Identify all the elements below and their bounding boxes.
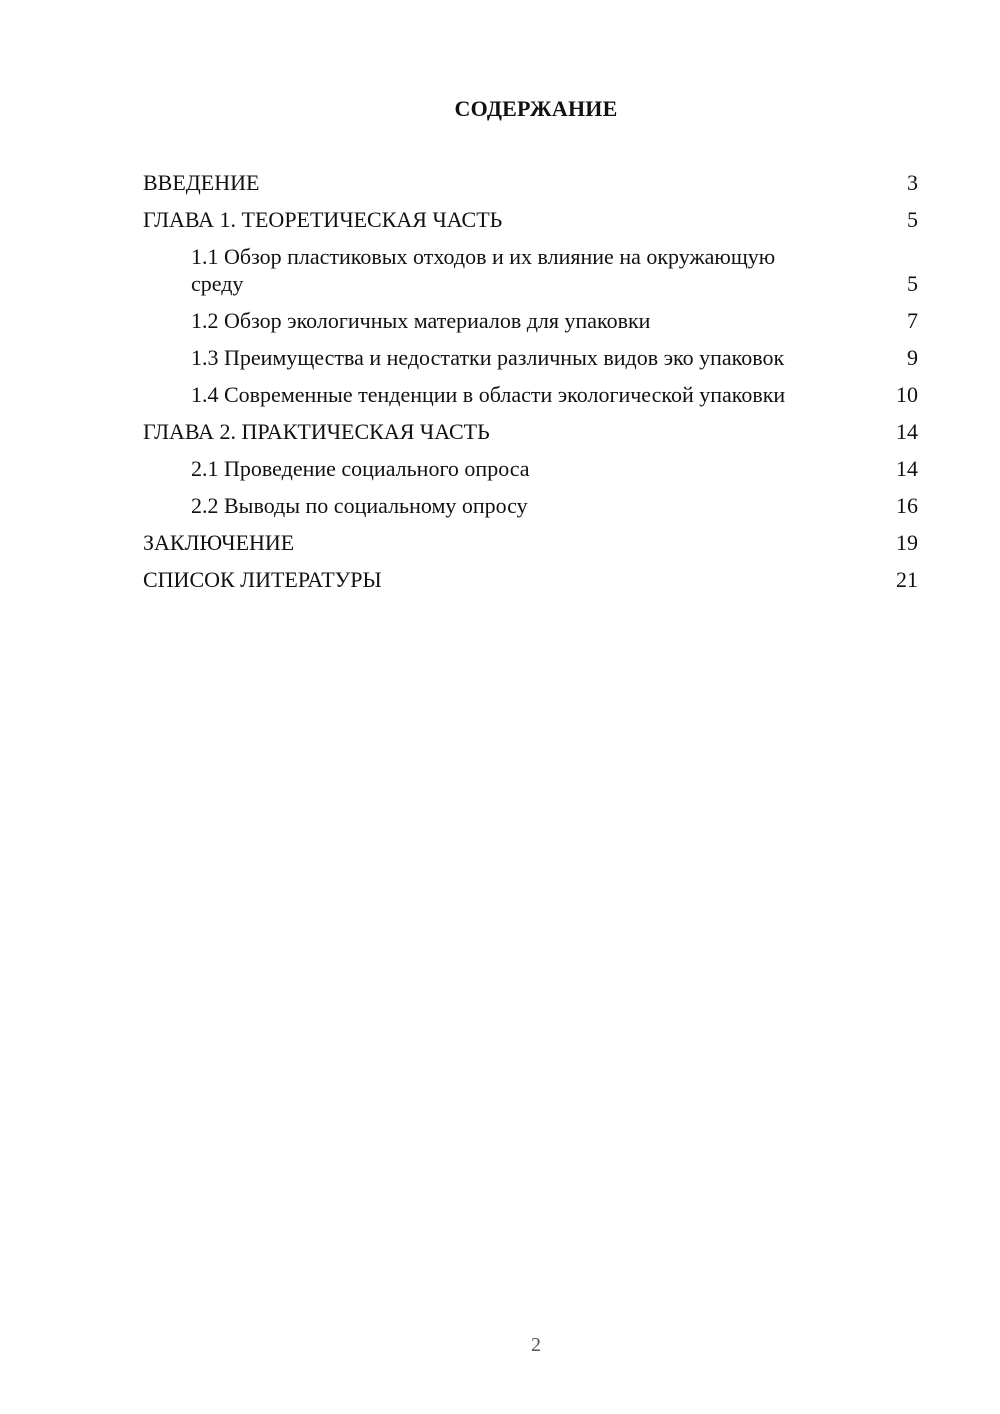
toc-entry-section-1-2 — [143, 307, 918, 334]
toc-entry-label: 1.2 Обзор экологичных материалов для упаковки — [191, 308, 651, 333]
toc-entry-section-1-3 — [143, 344, 918, 371]
toc-entry-label: ГЛАВА 2. ПРАКТИЧЕСКАЯ ЧАСТЬ — [143, 419, 490, 444]
toc-entry-conclusion — [143, 529, 918, 556]
toc-entry-section-1-1 — [143, 243, 918, 297]
toc-entry-page: 10 — [896, 382, 918, 407]
toc-entry-references — [143, 566, 918, 593]
toc-entry-page: 9 — [907, 345, 918, 370]
toc-entry-introduction — [143, 169, 918, 196]
toc-entry-chapter-2 — [143, 418, 918, 445]
toc-entry-label: 1.3 Преимущества и недостатки различных видов эко упаковок — [191, 345, 785, 370]
toc-entry-page: 14 — [896, 456, 918, 481]
toc-entry-page: 5 — [907, 271, 918, 296]
toc-entry-label: СПИСОК ЛИТЕРАТУРЫ — [143, 567, 382, 592]
toc-title: СОДЕРЖАНИЕ — [454, 96, 618, 121]
toc-entry-label: 1.4 Современные тенденции в области экологической упаковки — [191, 382, 786, 407]
toc-entry-section-2-1 — [143, 455, 918, 482]
toc-entry-label: ЗАКЛЮЧЕНИЕ — [143, 530, 295, 555]
toc-entry-page: 3 — [907, 170, 918, 195]
toc-entry-label: ВВЕДЕНИЕ — [143, 170, 260, 195]
toc-entry-section-1-4 — [143, 381, 918, 408]
toc-entry-page: 19 — [896, 530, 918, 555]
toc-entry-section-2-2 — [143, 492, 918, 519]
toc-entry-page: 5 — [907, 207, 918, 232]
toc-entry-chapter-1 — [143, 206, 918, 233]
page-number: 2 — [531, 1334, 541, 1356]
toc-entry-page: 16 — [896, 493, 918, 518]
toc-entry-label: 1.1 Обзор пластиковых отходов и их влияние на окружающую среду — [191, 244, 776, 296]
toc-entry-page: 21 — [896, 567, 918, 592]
toc-entry-label: 2.2 Выводы по социальному опросу — [191, 493, 528, 518]
toc-entry-page: 14 — [896, 419, 918, 444]
toc-entry-label: 2.1 Проведение социального опроса — [191, 456, 530, 481]
table-of-contents — [143, 169, 918, 603]
toc-entry-label: ГЛАВА 1. ТЕОРЕТИЧЕСКАЯ ЧАСТЬ — [143, 207, 503, 232]
toc-entry-page: 7 — [907, 308, 918, 333]
